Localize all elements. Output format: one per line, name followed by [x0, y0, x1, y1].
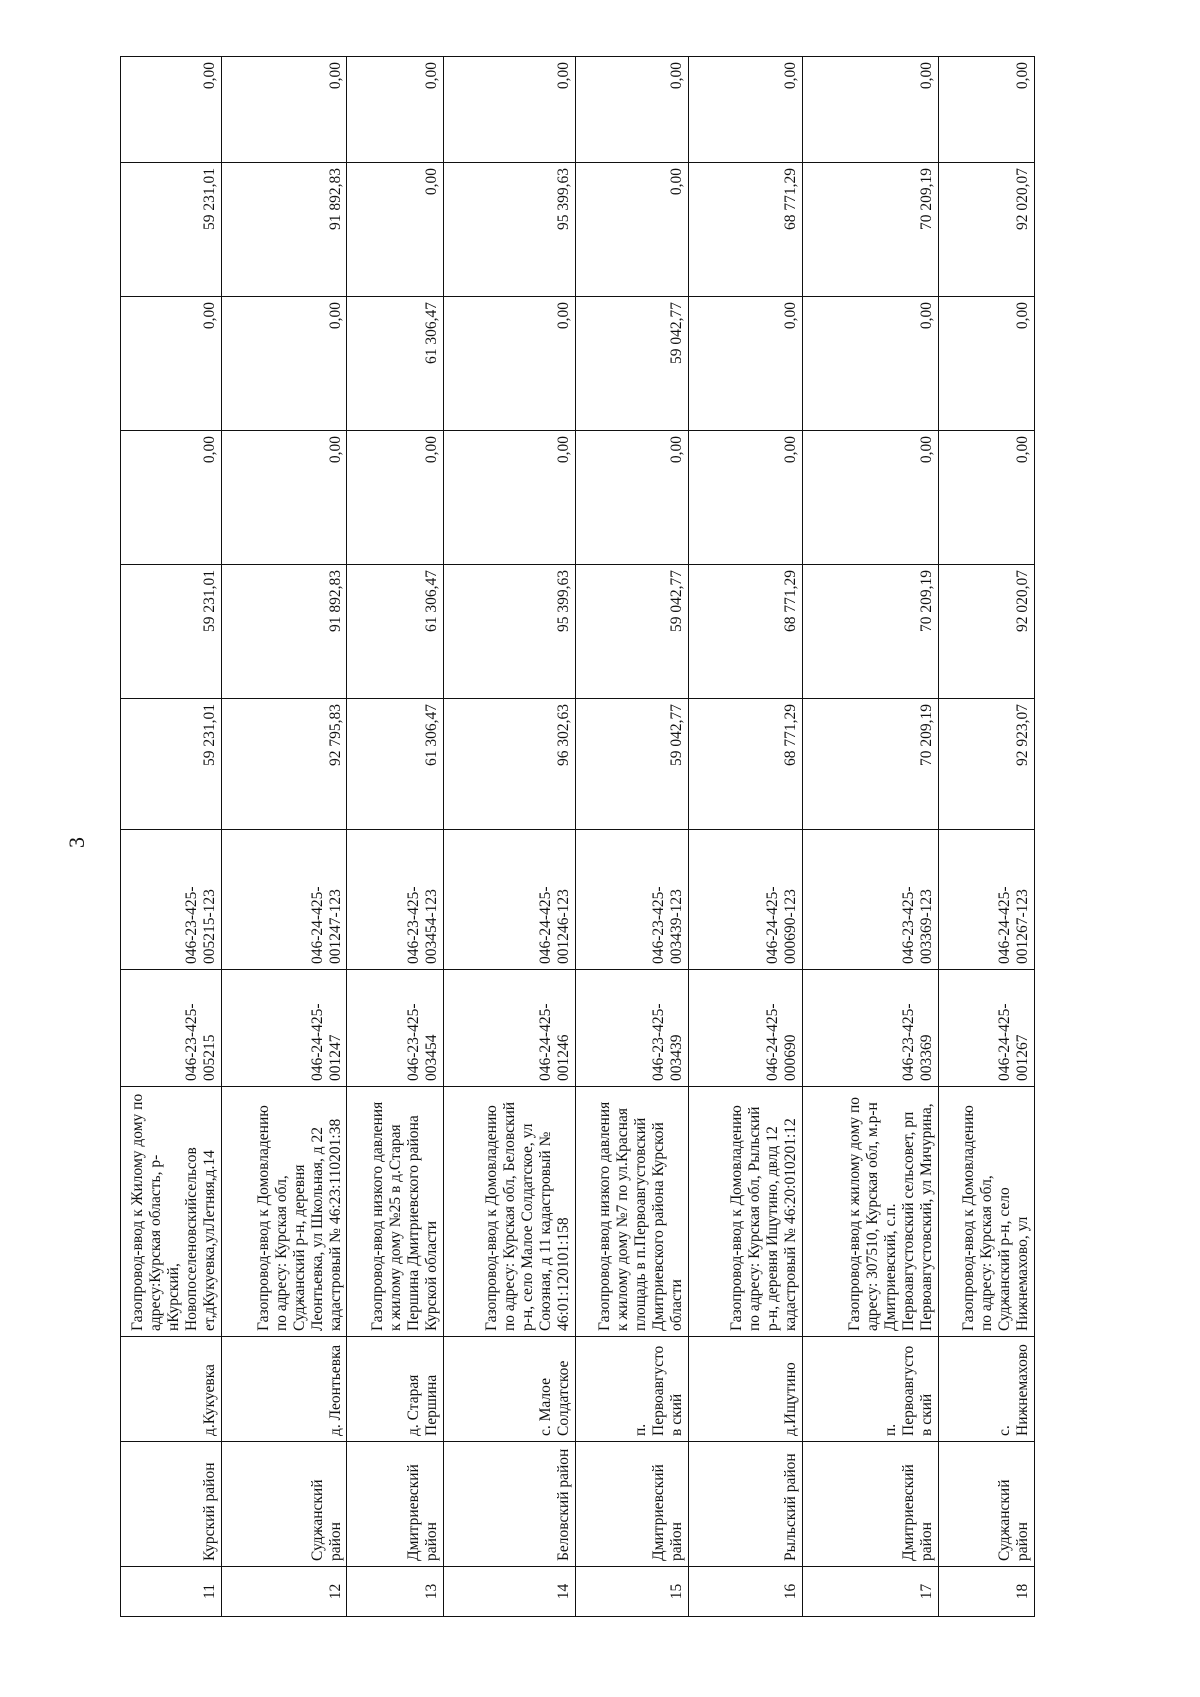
object-code-cell: 046-23-425-003439-123 [576, 830, 689, 970]
locality-cell: д. Леонтьевка [221, 1337, 347, 1442]
description-cell: Газопровод-ввод к жилому дому по адресу: 307510, Курская обл, м.р-н Дмитриевский, с.п. Первоавгустовский сельсовет, рп Первоавгустовский, ул Мичурина, [802, 1087, 938, 1337]
row-number: 15 [576, 1567, 689, 1617]
value-cell: 68 771,29 [689, 163, 803, 297]
value-cell: 0,00 [444, 297, 576, 431]
object-code-cell: 046-23-425-003454-123 [347, 830, 444, 970]
row-number: 13 [347, 1567, 444, 1617]
page-number: 3 [64, 837, 89, 848]
row-number: 17 [802, 1567, 938, 1617]
table-row [444, 57, 576, 1617]
value-cell: 68 771,29 [689, 565, 803, 699]
inventory-number-cell: 046-24-425-001247 [221, 970, 347, 1087]
value-cell: 0,00 [444, 431, 576, 565]
district-cell: Суджанский район [939, 1442, 1035, 1567]
locality-cell: п. Первоавгустов ский [802, 1337, 938, 1442]
description-cell: Газопровод-ввод низкого давления к жилому дому №7 по ул.Красная площадь в п.Первоавгустовский Дмитриевского района Курской области [576, 1087, 689, 1337]
inventory-number-cell: 046-24-425-001246 [444, 970, 576, 1087]
value-cell: 0,00 [221, 57, 347, 163]
value-cell: 92 795,83 [221, 699, 347, 830]
value-cell: 0,00 [576, 57, 689, 163]
value-cell: 0,00 [347, 163, 444, 297]
value-cell: 92 020,07 [939, 565, 1035, 699]
value-cell: 0,00 [689, 297, 803, 431]
value-cell: 0,00 [802, 57, 938, 163]
value-cell: 0,00 [121, 297, 222, 431]
locality-cell: д. Старая Першина [347, 1337, 444, 1442]
row-number: 11 [121, 1567, 222, 1617]
locality-cell: д.Ищутино [689, 1337, 803, 1442]
value-cell: 0,00 [576, 163, 689, 297]
value-cell: 68 771,29 [689, 699, 803, 830]
value-cell: 95 399,63 [444, 163, 576, 297]
table-body [121, 57, 1035, 1617]
value-cell: 70 209,19 [802, 163, 938, 297]
description-cell: Газопровод-ввод к Жилому дому по адресу:Курская область, р-нКурский, Новопоселеновскийсельсов ет,дКукуевка,улЛетняя,д.14 [121, 1087, 222, 1337]
value-cell: 61 306,47 [347, 297, 444, 431]
district-cell: Дмитриевский район [576, 1442, 689, 1567]
value-cell: 0,00 [444, 57, 576, 163]
table-row [347, 57, 444, 1617]
inventory-number-cell: 046-23-425-003369 [802, 970, 938, 1087]
value-cell: 0,00 [802, 431, 938, 565]
locality-cell: д.Кукуевка [121, 1337, 222, 1442]
value-cell: 0,00 [939, 431, 1035, 565]
value-cell: 59 231,01 [121, 699, 222, 830]
value-cell: 0,00 [121, 57, 222, 163]
table-row [121, 57, 222, 1617]
value-cell: 0,00 [939, 297, 1035, 431]
district-cell: Курский район [121, 1442, 222, 1567]
locality-cell: с. Нижнемахово [939, 1337, 1035, 1442]
value-cell: 0,00 [121, 431, 222, 565]
value-cell: 0,00 [689, 57, 803, 163]
district-cell: Беловский район [444, 1442, 576, 1567]
object-code-cell: 046-23-425-005215-123 [121, 830, 222, 970]
description-cell: Газопровод-ввод к Домовладению по адресу: Курская обл, Суджанский р-н, село Нижнемахово, ул [939, 1087, 1035, 1337]
value-cell: 95 399,63 [444, 565, 576, 699]
inventory-number-cell: 046-23-425-005215 [121, 970, 222, 1087]
inventory-number-cell: 046-24-425-000690 [689, 970, 803, 1087]
value-cell: 0,00 [221, 297, 347, 431]
value-cell: 59 042,77 [576, 699, 689, 830]
description-cell: Газопровод-ввод к Домовладению по адресу: Курская обл, Беловский р-н, село Малое Солдатское, ул Союзная, д 11 кадастровый № 46:01:120101:158 [444, 1087, 576, 1337]
district-cell: Рыльский район [689, 1442, 803, 1567]
value-cell: 59 042,77 [576, 565, 689, 699]
district-cell: Дмитриевский район [802, 1442, 938, 1567]
value-cell: 59 042,77 [576, 297, 689, 431]
value-cell: 0,00 [576, 431, 689, 565]
value-cell: 92 923,07 [939, 699, 1035, 830]
value-cell: 70 209,19 [802, 565, 938, 699]
row-number: 14 [444, 1567, 576, 1617]
table-row [689, 57, 803, 1617]
row-number: 18 [939, 1567, 1035, 1617]
value-cell: 96 302,63 [444, 699, 576, 830]
value-cell: 59 231,01 [121, 565, 222, 699]
rotated-table-wrapper [120, 57, 1035, 1617]
table-row [576, 57, 689, 1617]
locality-cell: с. Малое Солдатское [444, 1337, 576, 1442]
locality-cell: п. Первоавгустов ский [576, 1337, 689, 1442]
inventory-number-cell: 046-23-425-003439 [576, 970, 689, 1087]
value-cell: 0,00 [939, 57, 1035, 163]
value-cell: 61 306,47 [347, 699, 444, 830]
value-cell: 91 892,83 [221, 163, 347, 297]
value-cell: 0,00 [221, 431, 347, 565]
description-cell: Газопровод-ввод к Домовладению по адресу: Курская обл, Рыльский р-н, деревня Ищутино, двлд 12 кадастровый № 46:20:010201:12 [689, 1087, 803, 1337]
inventory-number-cell: 046-23-425-003454 [347, 970, 444, 1087]
value-cell: 61 306,47 [347, 565, 444, 699]
row-number: 12 [221, 1567, 347, 1617]
object-code-cell: 046-24-425-001267-123 [939, 830, 1035, 970]
description-cell: Газопровод-ввод низкого давления к жилому дому №25 в д.Старая Першина Дмитриевского района Курской области [347, 1087, 444, 1337]
gas-pipeline-register-table [120, 56, 1035, 1617]
value-cell: 0,00 [347, 57, 444, 163]
row-number: 16 [689, 1567, 803, 1617]
value-cell: 91 892,83 [221, 565, 347, 699]
object-code-cell: 046-24-425-000690-123 [689, 830, 803, 970]
value-cell: 0,00 [802, 297, 938, 431]
object-code-cell: 046-23-425-003369-123 [802, 830, 938, 970]
table-row [802, 57, 938, 1617]
value-cell: 59 231,01 [121, 163, 222, 297]
district-cell: Дмитриевский район [347, 1442, 444, 1567]
table-row [221, 57, 347, 1617]
district-cell: Суджанский район [221, 1442, 347, 1567]
description-cell: Газопровод-ввод к Домовладению по адресу: Курская обл, Суджанский р-н, деревня Леонтьевка, ул Школьная, д 22 кадастровый № 46:23:110201:38 [221, 1087, 347, 1337]
object-code-cell: 046-24-425-001246-123 [444, 830, 576, 970]
inventory-number-cell: 046-24-425-001267 [939, 970, 1035, 1087]
table-row [939, 57, 1035, 1617]
value-cell: 0,00 [689, 431, 803, 565]
value-cell: 70 209,19 [802, 699, 938, 830]
object-code-cell: 046-24-425-001247-123 [221, 830, 347, 970]
value-cell: 0,00 [347, 431, 444, 565]
value-cell: 92 020,07 [939, 163, 1035, 297]
